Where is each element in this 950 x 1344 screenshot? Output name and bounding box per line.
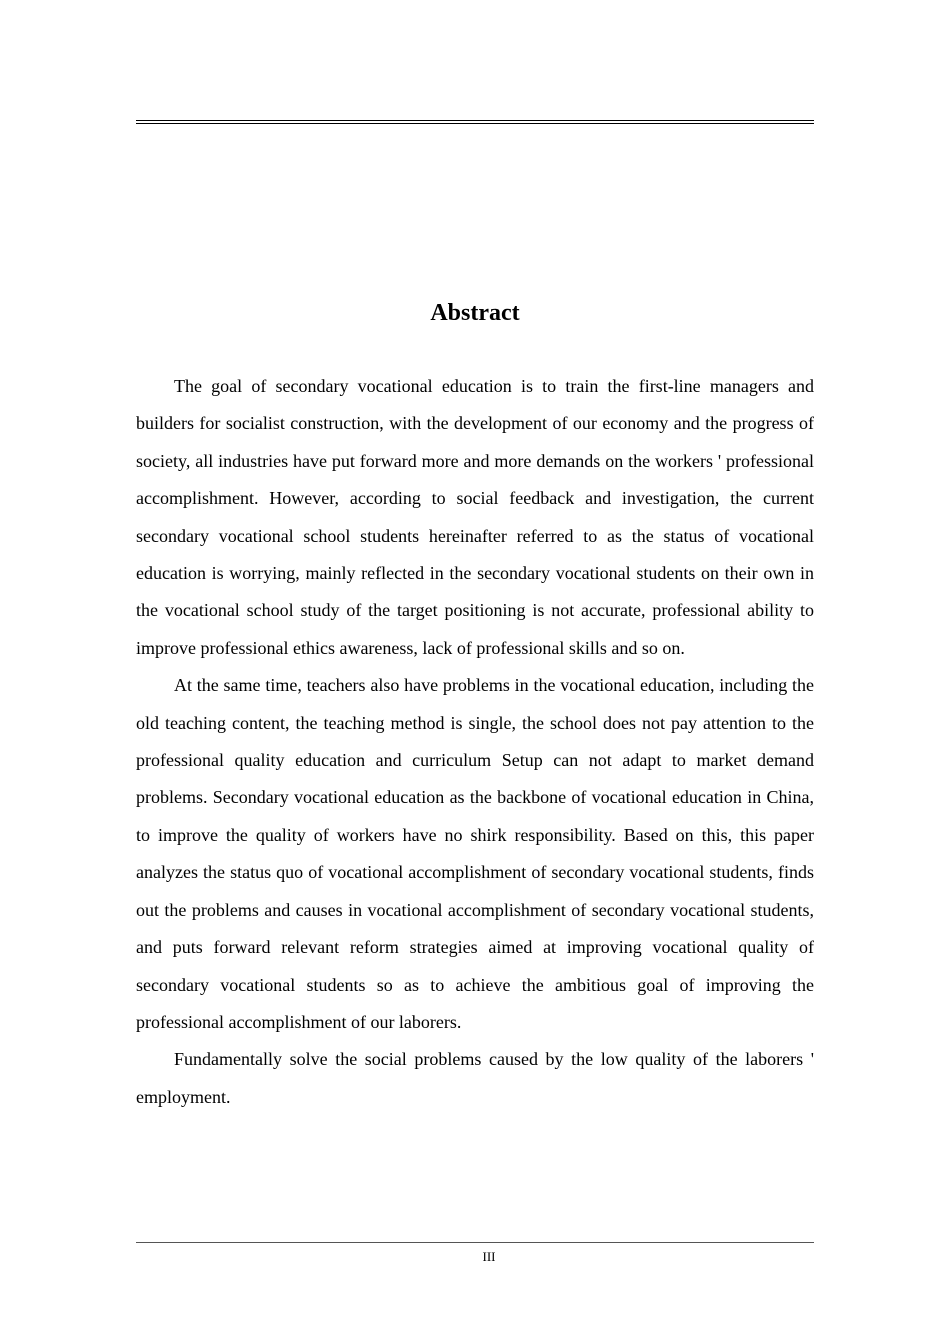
footer-rule — [136, 1242, 814, 1243]
page-number: III — [482, 1249, 496, 1264]
abstract-paragraph-3: Fundamentally solve the social problems caused by the low quality of the laborers ' employment. — [136, 1049, 814, 1107]
abstract-paragraph-2: At the same time, teachers also have problems in the vocational education, including the old teaching content, the teaching method is single, the school does not pay attention to the professional quality education and curriculum Setup can not adapt to market demand problems. Secondary vocational education as the backbone of vocational education in China, to improve the quality of workers have no shirk responsibility. Based on this, this paper analyzes the status quo of vocational accomplishment of secondary vocational students, finds out the problems and causes in vocational accomplishment of secondary vocational students, and puts forward relevant reform strategies aimed at improving vocational quality of secondary vocational students so as to achieve the ambitious goal of improving the professional accomplishment of our laborers. — [136, 675, 814, 1032]
abstract-title: Abstract — [430, 300, 520, 326]
header-rule — [136, 120, 814, 124]
abstract-paragraph-1: The goal of secondary vocational education is to train the first-line managers and builders for socialist construction, with the development of our economy and the progress of society, all industries have put forward more and more demands on the workers ' professional accomplishment. However, according to social feedback and investigation, the current secondary vocational school students hereinafter referred to as the status of vocational education is worrying, mainly reflected in the secondary vocational students on their own in the vocational school study of the target positioning is not accurate, professional ability to improve professional ethics awareness, lack of professional skills and so on. — [136, 376, 814, 658]
abstract-body — [136, 368, 814, 1116]
